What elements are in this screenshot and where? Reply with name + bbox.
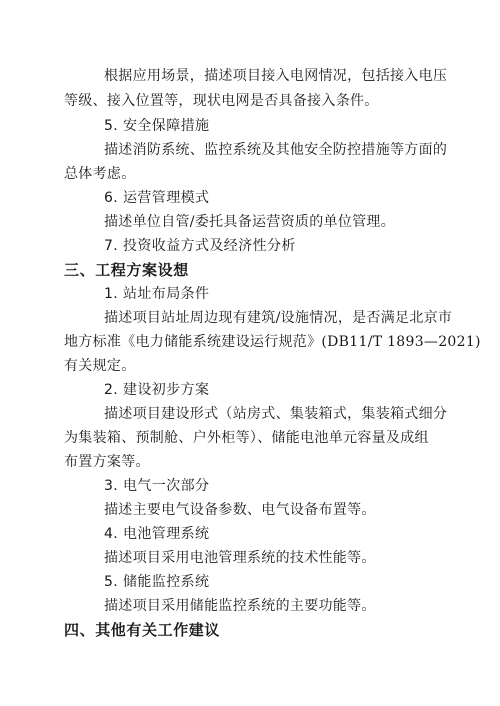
- section-heading-investment: 7. 投资收益方式及经济性分析: [104, 238, 296, 254]
- paragraph-line: 为集装箱、预制舱、户外柜等）、储能电池单元容量及成组: [64, 430, 429, 446]
- paragraph-line: 有关规定。: [64, 358, 136, 374]
- part-heading-engineering-plan: 三、工程方案设想: [64, 261, 189, 279]
- paragraph-line: 地方标准《电力储能系统建设运行规范》(DB11/T 1893—2021): [64, 334, 481, 350]
- section-heading-primary-electrical: 3. 电气一次部分: [104, 478, 210, 494]
- paragraph-line: 总体考虑。: [64, 166, 136, 182]
- paragraph-line: 描述项目采用储能监控系统的主要功能等。: [104, 598, 376, 614]
- paragraph-line: 描述项目站址周边现有建筑/设施情况，是否满足北京市: [104, 310, 453, 326]
- paragraph-line: 描述消防系统、监控系统及其他安全防控措施等方面的: [104, 142, 448, 158]
- section-heading-construction-plan: 2. 建设初步方案: [104, 382, 210, 398]
- part-heading-other-suggestions: 四、其他有关工作建议: [64, 621, 221, 639]
- section-heading-operation: 6. 运营管理模式: [104, 190, 210, 206]
- paragraph-line: 描述主要电气设备参数、电气设备布置等。: [104, 502, 376, 518]
- paragraph-line: 等级、接入位置等，现状电网是否具备接入条件。: [64, 93, 379, 109]
- section-heading-site-layout: 1. 站址布局条件: [104, 286, 210, 302]
- paragraph-line: 描述项目采用电池管理系统的技术性能等。: [104, 550, 376, 566]
- paragraph-line: 描述单位自管/委托具备运营资质的单位管理。: [104, 214, 396, 230]
- paragraph-line: 描述项目建设形式（站房式、集装箱式，集装箱式细分: [104, 406, 448, 422]
- section-heading-storage-monitoring: 5. 储能监控系统: [104, 574, 210, 590]
- paragraph-line: 根据应用场景，描述项目接入电网情况，包括接入电压: [104, 68, 448, 84]
- paragraph-line: 布置方案等。: [64, 454, 150, 470]
- section-heading-battery-management: 4. 电池管理系统: [104, 526, 210, 542]
- section-heading-safety: 5. 安全保障措施: [104, 118, 210, 134]
